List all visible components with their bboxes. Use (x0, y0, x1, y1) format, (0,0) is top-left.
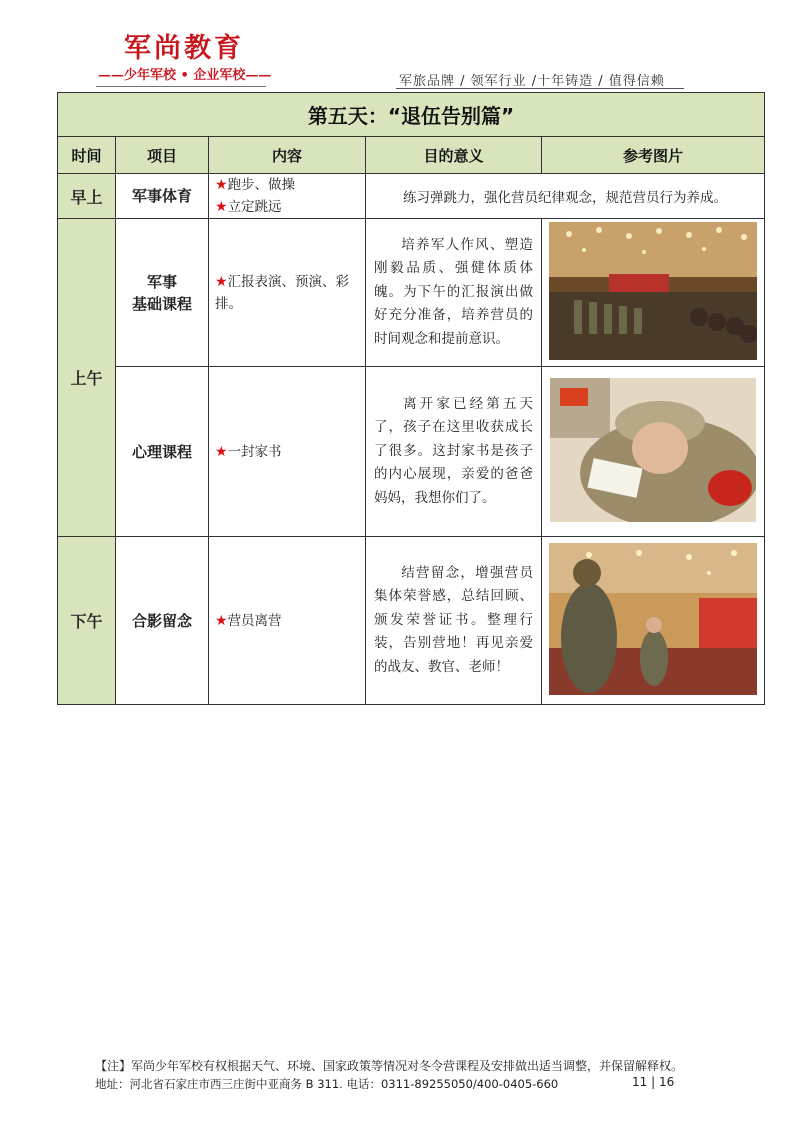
table-header-row (58, 137, 765, 174)
table-row (58, 367, 765, 537)
content-cell (209, 537, 366, 705)
table-title: 第五天：“退伍告别篇” (58, 93, 765, 137)
star-icon: ★ (215, 273, 228, 290)
content-text: 跑步、做操 (227, 177, 296, 193)
item-line: 军事 (146, 272, 177, 291)
item-military-sports: 军事体育 (116, 174, 209, 219)
purpose-text (366, 537, 542, 705)
photo-closing-ceremony (549, 543, 757, 695)
item-line: 基础课程 (131, 294, 192, 313)
purpose-text-body: 结营留念，增强营员集体荣誉感，总结回顾、颁发荣誉证书。整理行装，告别营地！再见亲爱的战友、教官、老师！ (374, 564, 533, 675)
period-afternoon: 下午 (58, 537, 116, 705)
footer-address: 地址：河北省石家庄市西三庄街中亚商务 B 311. 电话：0311-89255050/400-0405-660 (95, 1077, 559, 1091)
period-morning: 早上 (58, 174, 116, 219)
photo-letter-writing (550, 378, 756, 522)
page-number: 11 | 16 (632, 1075, 675, 1089)
schedule-table (57, 92, 765, 705)
header-divider-left (96, 86, 266, 87)
content-text: 立定跳远 (227, 199, 282, 215)
purpose-text: 练习弹跳力，强化营员纪律观念，规范营员行为养成。 (366, 174, 765, 219)
photo-rehearsal-hall (549, 222, 757, 360)
table-row (58, 219, 765, 367)
item-psychology: 心理课程 (116, 367, 209, 537)
purpose-text (366, 367, 542, 537)
photo-cell (542, 537, 765, 705)
purpose-text-body: 离开家已经第五天了，孩子在这里收获成长了很多。这封家书是孩子的内心展现，亲爱的爸爸妈妈，我想你们了。 (374, 395, 533, 506)
star-icon: ★ (215, 199, 228, 215)
photo-cell (542, 219, 765, 367)
brand-logo-text: 军尚教育 (124, 33, 244, 64)
content-cell (209, 219, 366, 367)
page-header (0, 0, 800, 92)
column-header-content: 内容 (209, 137, 366, 174)
purpose-text-body: 培养军人作风、塑造刚毅品质、强健体质体魄。为下午的汇报演出做好充分准备，培养营员的时间观念和提前意识。 (374, 236, 533, 347)
column-header-photo: 参考图片 (542, 137, 765, 174)
column-header-purpose: 目的意义 (366, 137, 542, 174)
photo-cell (542, 367, 765, 537)
table-title-row (58, 93, 765, 137)
content-cell (209, 174, 366, 219)
star-icon: ★ (215, 612, 228, 629)
item-group-photo: 合影留念 (116, 537, 209, 705)
content-text: 汇报表演、预演、彩排。 (215, 273, 350, 312)
content-text: 一封家书 (227, 443, 282, 460)
table-row (58, 537, 765, 705)
header-divider-right (396, 88, 684, 89)
star-icon: ★ (215, 443, 228, 460)
star-icon: ★ (215, 177, 228, 193)
table-row (58, 174, 765, 219)
footer-note: 【注】军尚少年军校有权根据天气、环境、国家政策等情况对冬令营课程及安排做出适当调整，并保留解释权。 (95, 1059, 684, 1073)
purpose-text (366, 219, 542, 367)
column-header-time: 时间 (58, 137, 116, 174)
period-forenoon: 上午 (58, 219, 116, 537)
header-tagline: 军旅品牌 / 领军行业 /十年铸造 / 值得信赖 (399, 74, 665, 89)
content-text: 营员离营 (227, 612, 282, 629)
brand-slogan: ——少年军校 • 企业军校—— (98, 68, 272, 83)
content-cell (209, 367, 366, 537)
column-header-item: 项目 (116, 137, 209, 174)
item-military-basics (116, 219, 209, 367)
